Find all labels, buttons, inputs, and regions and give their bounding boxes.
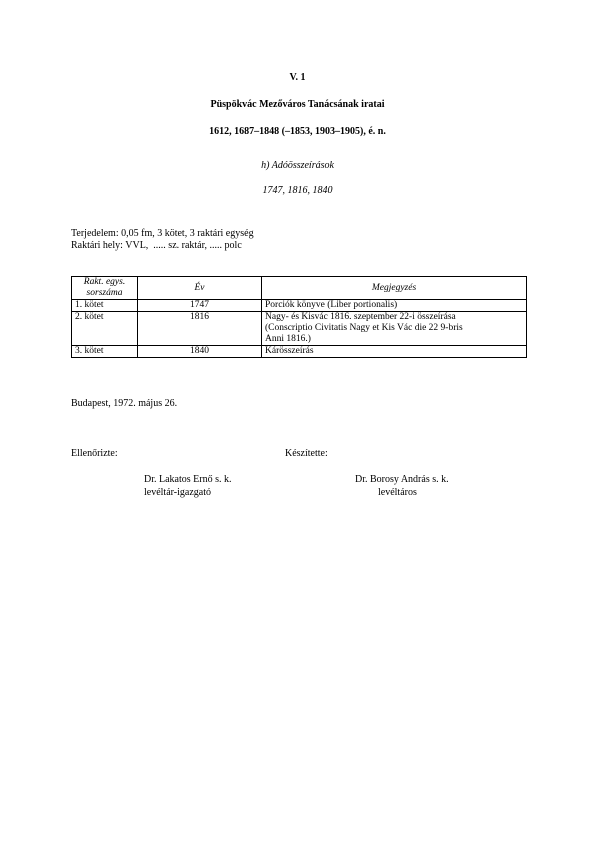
inventory-table (71, 276, 527, 358)
checker-title: levéltár-igazgató (144, 487, 211, 498)
subseries-title: h) Adóösszeírások (261, 160, 334, 171)
document-dates: 1612, 1687–1848 (–1853, 1903–1905), é. n. (209, 126, 386, 137)
header-year: Év (138, 277, 262, 300)
cell-note: Kárösszeírás (262, 346, 527, 358)
table-header-row (72, 277, 527, 300)
table-row (72, 346, 527, 358)
place-date: Budapest, 1972. május 26. (71, 398, 178, 409)
table-row (72, 312, 527, 346)
cell-note: Nagy- és Kisvác 1816. szeptember 22-i összeírása (Conscriptio Civitatis Nagy et Kis Vác die 22 9-bris Anni 1816.) (262, 312, 527, 346)
header-note: Megjegyzés (262, 277, 527, 300)
cell-unit: 1. kötet (72, 300, 138, 312)
extent-line: Terjedelem: 0,05 fm, 3 kötet, 3 raktári egység (71, 228, 254, 239)
document-code: V. 1 (289, 72, 306, 83)
preparer-name: Dr. Borosy András s. k. (355, 474, 449, 485)
header-unit: Rakt. egys. sorszáma (72, 277, 138, 300)
cell-unit: 2. kötet (72, 312, 138, 346)
checked-by-label: Ellenőrizte: (71, 448, 118, 459)
cell-year: 1816 (138, 312, 262, 346)
checker-name: Dr. Lakatos Ernő s. k. (144, 474, 232, 485)
prepared-by-label: Készítette: (285, 448, 328, 459)
cell-unit: 3. kötet (72, 346, 138, 358)
cell-year: 1747 (138, 300, 262, 312)
preparer-title: levéltáros (378, 487, 417, 498)
document-title: Püspökvác Mezőváros Tanácsának iratai (210, 99, 385, 110)
cell-note: Porciók könyve (Liber portionalis) (262, 300, 527, 312)
cell-year: 1840 (138, 346, 262, 358)
storage-location-line: Raktári hely: VVL, ..... sz. raktár, ..... polc (71, 240, 242, 251)
subseries-years: 1747, 1816, 1840 (262, 185, 333, 196)
table-row (72, 300, 527, 312)
